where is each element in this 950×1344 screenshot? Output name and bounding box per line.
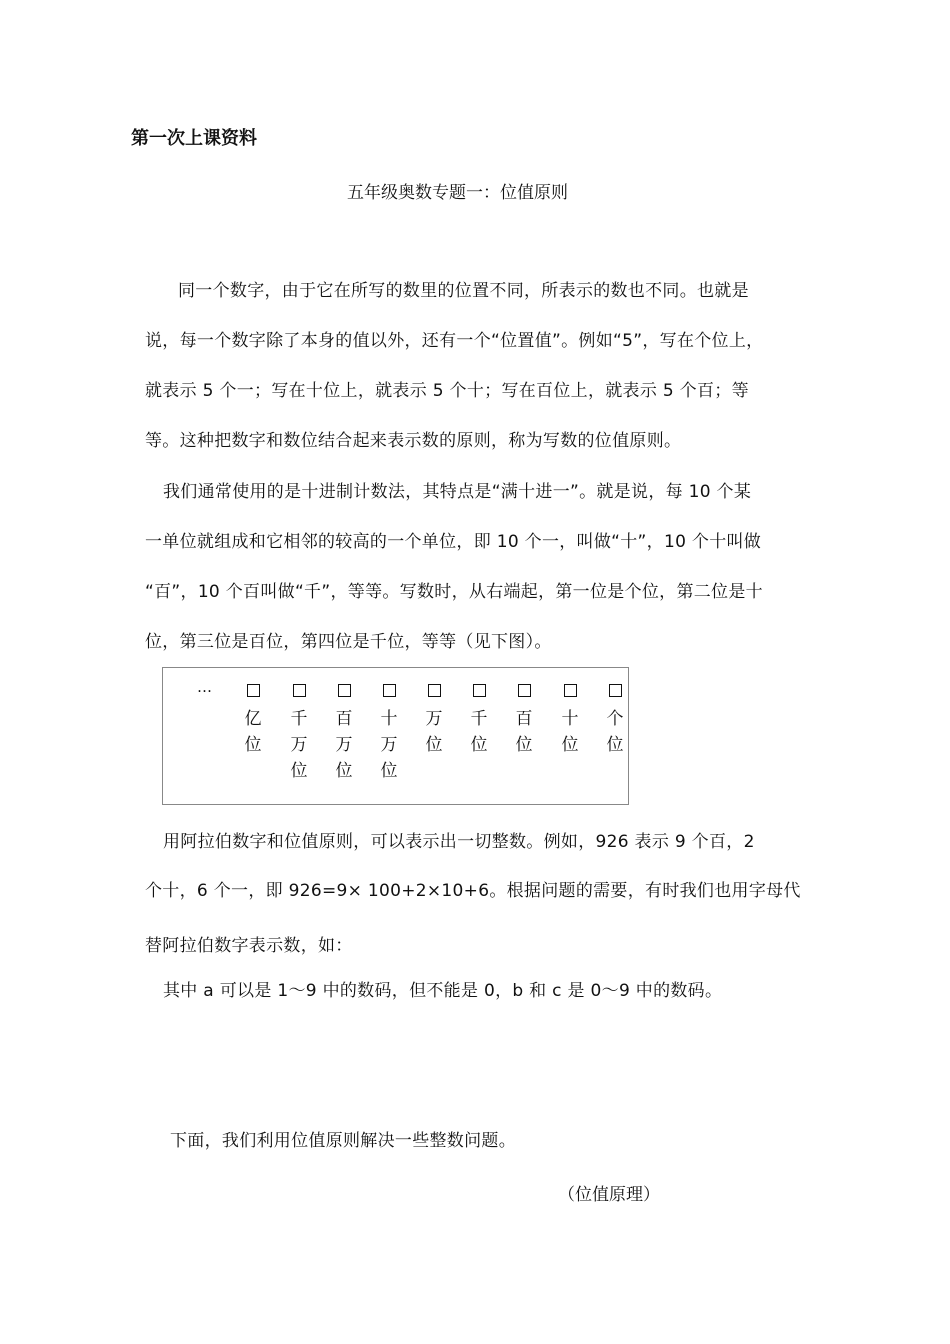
place-char: 位 xyxy=(425,735,443,755)
text-line: 我们通常使用的是十进制计数法，其特点是“满十进一”。就是说，每 10 个某 xyxy=(163,482,752,502)
place-char: 个 xyxy=(606,709,624,729)
place-column-wan xyxy=(423,682,445,758)
place-char: 位 xyxy=(380,761,398,781)
place-char: 位 xyxy=(561,735,579,755)
text-line: 个十，6 个一，即 926=9× 100+2×10+6。根据问题的需要，有时我们也用字母代 xyxy=(145,881,801,901)
text-line: 一单位就组成和它相邻的较高的一个单位，即 10 个一，叫做“十”，10 个十叫做 xyxy=(145,532,762,552)
place-char: 百 xyxy=(335,709,353,729)
text-line: 就表示 5 个一；写在十位上，就表示 5 个十；写在百位上，就表示 5 个百；等 xyxy=(145,381,749,401)
place-char: 千 xyxy=(470,709,488,729)
digit-box xyxy=(428,684,441,697)
place-char: 万 xyxy=(380,735,398,755)
place-column-yi xyxy=(242,682,264,758)
topic-title: 五年级奥数专题一：位值原则 xyxy=(347,183,568,203)
digit-box xyxy=(609,684,622,697)
digit-box xyxy=(518,684,531,697)
digit-box xyxy=(338,684,351,697)
section-note: （位值原理） xyxy=(558,1185,660,1205)
place-char: 万 xyxy=(290,735,308,755)
place-column-baiwan xyxy=(333,682,355,784)
ellipsis: … xyxy=(197,678,212,696)
place-char: 位 xyxy=(244,735,262,755)
place-column-qianwan xyxy=(288,682,310,784)
place-char: 位 xyxy=(606,735,624,755)
place-char: 位 xyxy=(290,761,308,781)
text-line: 说，每一个数字除了本身的值以外，还有一个“位置值”。例如“5”，写在个位上， xyxy=(145,331,764,351)
digit-box xyxy=(293,684,306,697)
text-line: “百”，10 个百叫做“千”，等等。写数时，从右端起，第一位是个位，第二位是十 xyxy=(145,582,763,602)
place-column-shi xyxy=(559,682,581,758)
place-char: 万 xyxy=(335,735,353,755)
digit-box xyxy=(564,684,577,697)
place-char: 百 xyxy=(515,709,533,729)
place-column-ge xyxy=(604,682,626,758)
text-line: 替阿拉伯数字表示数，如： xyxy=(145,936,353,956)
place-column-bai xyxy=(513,682,535,758)
place-char: 亿 xyxy=(244,709,262,729)
text-line: 位，第三位是百位，第四位是千位，等等（见下图）。 xyxy=(145,632,552,652)
text-line: 等。这种把数字和数位结合起来表示数的原则，称为写数的位值原则。 xyxy=(145,431,682,451)
place-char: 十 xyxy=(561,709,579,729)
place-column-qian xyxy=(468,682,490,758)
text-line: 同一个数字，由于它在所写的数里的位置不同，所表示的数也不同。也就是 xyxy=(178,281,749,301)
place-value-diagram xyxy=(162,667,629,805)
paragraph-digit-constraints: 其中 a 可以是 1～9 中的数码，但不能是 0，b 和 c 是 0～9 中的数码。 xyxy=(163,981,723,1001)
place-char: 十 xyxy=(380,709,398,729)
page-heading: 第一次上课资料 xyxy=(131,128,257,149)
place-char: 位 xyxy=(470,735,488,755)
text-line: 用阿拉伯数字和位值原则，可以表示出一切整数。例如，926 表示 9 个百，2 xyxy=(163,832,755,852)
place-char: 千 xyxy=(290,709,308,729)
digit-box xyxy=(473,684,486,697)
digit-box xyxy=(383,684,396,697)
place-char: 位 xyxy=(515,735,533,755)
place-char: 位 xyxy=(335,761,353,781)
paragraph-intro-problems: 下面，我们利用位值原则解决一些整数问题。 xyxy=(170,1131,516,1151)
place-column-shiwan xyxy=(378,682,400,784)
place-char: 万 xyxy=(425,709,443,729)
digit-box xyxy=(247,684,260,697)
